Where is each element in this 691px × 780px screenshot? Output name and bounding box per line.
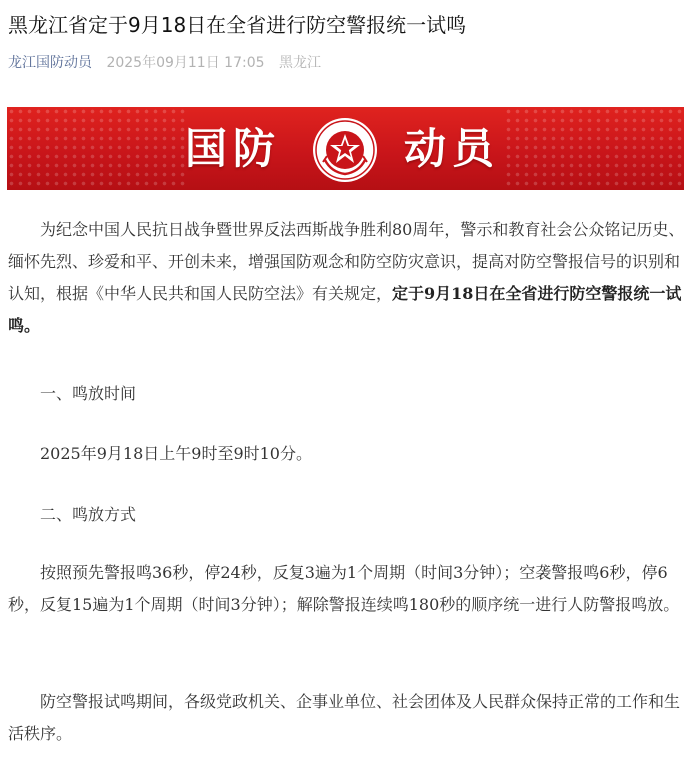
article-meta: [8, 53, 321, 73]
national-defense-emblem-icon: [311, 116, 379, 184]
intro-bold-text: 定于9月18日在全省进行防空警报统一试鸣。: [8, 284, 682, 335]
banner-text-left: 国防: [185, 124, 282, 173]
author-link[interactable]: 龙江国防动员: [8, 55, 92, 71]
section-body-time: 2025年9月18日上午9时至9时10分。: [40, 444, 312, 463]
closing-paragraph: 防空警报试鸣期间，各级党政机关、企事业单位、社会团体及人民群众保持正常的工作和生活秩序。: [8, 692, 681, 743]
banner-image: [7, 107, 684, 190]
banner-text-right: 动员: [404, 124, 501, 173]
intro-paragraph: [8, 214, 685, 342]
section-heading-time: 一、鸣放时间: [40, 384, 137, 403]
section-heading-method: 二、鸣放方式: [40, 505, 137, 524]
banner-dot-pattern-right: [504, 107, 684, 190]
banner-dot-pattern-left: [7, 107, 187, 190]
article-title: 黑龙江省定于9月18日在全省进行防空警报统一试鸣: [8, 13, 467, 37]
section-body-method: 按照预先警报鸣36秒，停24秒，反复3遍为1个周期（时间3分钟）；空袭警报鸣6秒，停6秒，反复15遍为1个周期（时间3分钟）；解除警报连续鸣180秒的顺序统一进行人防警报鸣放。: [8, 563, 680, 614]
publish-date: 2025年09月11日 17:05: [106, 55, 265, 71]
publish-location: 黑龙江: [278, 55, 321, 71]
intro-text: 为纪念中国人民抗日战争暨世界反法西斯战争胜利80周年，警示和教育社会公众铭记历史、缅怀先烈、珍爱和平、开创未来，增强国防观念和防空防灾意识，提高对防空警报信号的识别和认知，根据《中华人民共和国人民防空法》有关规定，: [8, 220, 685, 303]
